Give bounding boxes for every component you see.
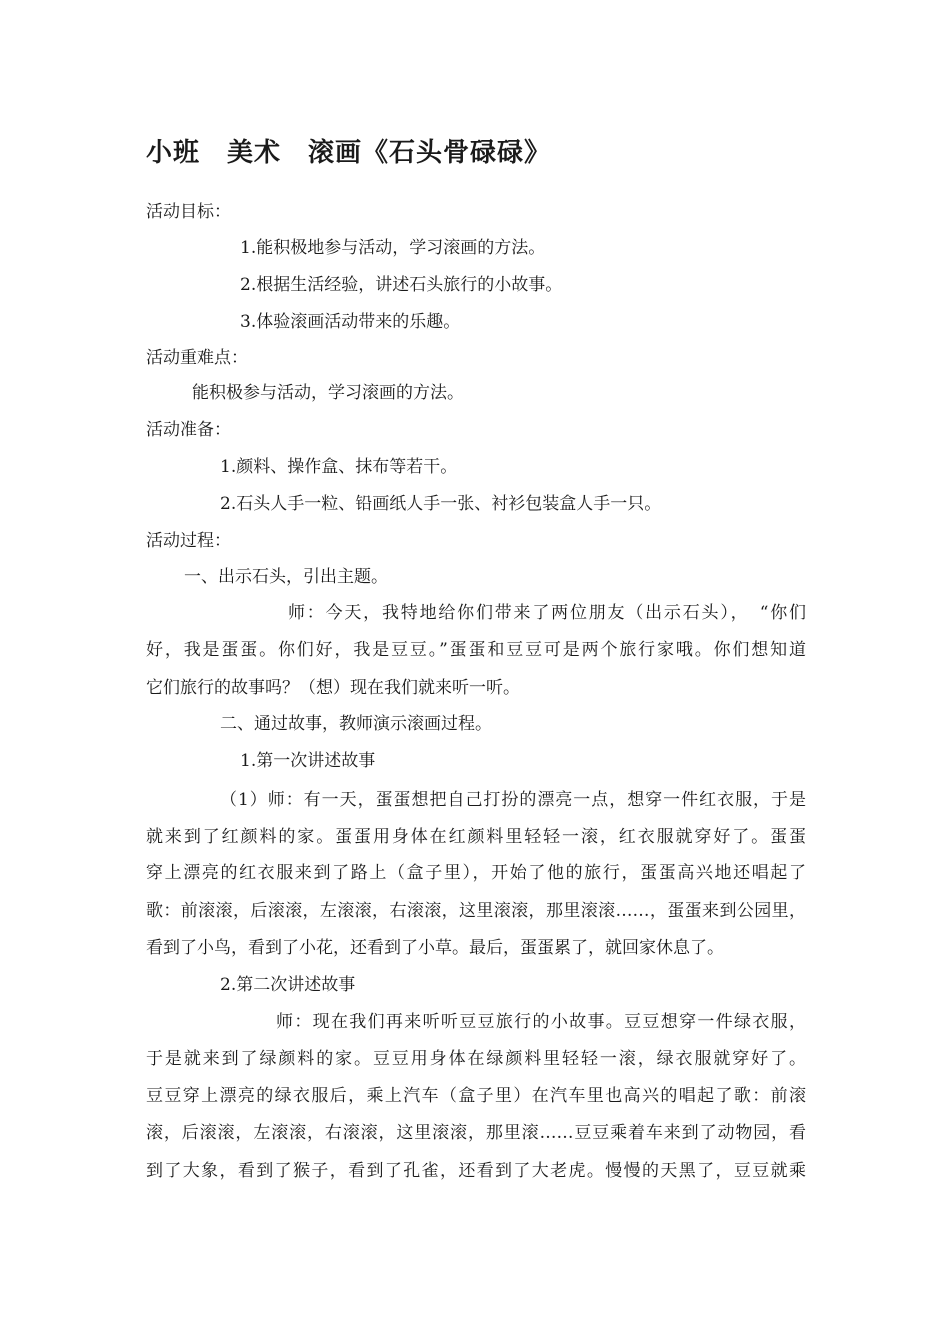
paragraph-line: 豆豆穿上漂亮的绿衣服后，乘上汽车（盒子里）在汽车里也高兴的唱起了歌：前滚: [146, 1086, 806, 1106]
key-points-heading: 活动重难点：: [146, 348, 248, 368]
preparation-item: 2.石头人手一粒、铅画纸人手一张、衬衫包装盒人手一只。: [220, 494, 662, 514]
paragraph-line: （1）师：有一天，蛋蛋想把自己打扮的漂亮一点，想穿一件红衣服，于是: [220, 790, 806, 810]
preparation-item: 1.颜料、操作盒、抹布等若干。: [220, 457, 458, 477]
paragraph-line: 到了大象，看到了猴子，看到了孔雀，还看到了大老虎。慢慢的天黑了，豆豆就乘: [146, 1161, 806, 1181]
paragraph-line: 就来到了红颜料的家。蛋蛋用身体在红颜料里轻轻一滚，红衣服就穿好了。蛋蛋: [146, 827, 806, 847]
paragraph-line: 它们旅行的故事吗？（想）现在我们就来听一听。: [146, 678, 520, 698]
process-step-2: 二、通过故事，教师演示滚画过程。: [220, 714, 492, 734]
page-title: 小班 美术 滚画《石头骨碌碌》: [146, 138, 552, 168]
goal-item: 3.体验滚画活动带来的乐趣。: [240, 312, 461, 332]
paragraph-line: 好，我是蛋蛋。你们好，我是豆豆。”蛋蛋和豆豆可是两个旅行家哦。你们想知道: [146, 640, 806, 660]
goal-item: 1.能积极地参与活动，学习滚画的方法。: [240, 238, 546, 258]
paragraph-line: 师：今天，我特地给你们带来了两位朋友（出示石头）， “你们: [288, 603, 806, 623]
paragraph-line: 看到了小鸟，看到了小花，还看到了小草。最后，蛋蛋累了，就回家休息了。: [146, 938, 724, 958]
goals-heading: 活动目标：: [146, 202, 231, 222]
goal-item: 2.根据生活经验，讲述石头旅行的小故事。: [240, 275, 563, 295]
paragraph-line: 师：现在我们再来听听豆豆旅行的小故事。豆豆想穿一件绿衣服，: [276, 1012, 806, 1032]
paragraph-line: 滚，后滚滚，左滚滚，右滚滚，这里滚滚，那里滚……豆豆乘着车来到了动物园，看: [146, 1123, 806, 1143]
process-sub-2: 2.第二次讲述故事: [220, 975, 356, 995]
paragraph-line: 穿上漂亮的红衣服来到了路上（盒子里），开始了他的旅行，蛋蛋高兴地还唱起了: [146, 863, 806, 883]
preparation-heading: 活动准备：: [146, 420, 231, 440]
process-sub-1: 1.第一次讲述故事: [240, 751, 376, 771]
process-step-1: 一、出示石头，引出主题。: [184, 567, 388, 587]
paragraph-line: 于是就来到了绿颜料的家。豆豆用身体在绿颜料里轻轻一滚，绿衣服就穿好了。: [146, 1049, 806, 1069]
key-points-text: 能积极参与活动，学习滚画的方法。: [192, 383, 464, 403]
paragraph-line: 歌：前滚滚，后滚滚，左滚滚，右滚滚，这里滚滚，那里滚滚……，蛋蛋来到公园里，: [146, 901, 806, 921]
process-heading: 活动过程：: [146, 531, 231, 551]
